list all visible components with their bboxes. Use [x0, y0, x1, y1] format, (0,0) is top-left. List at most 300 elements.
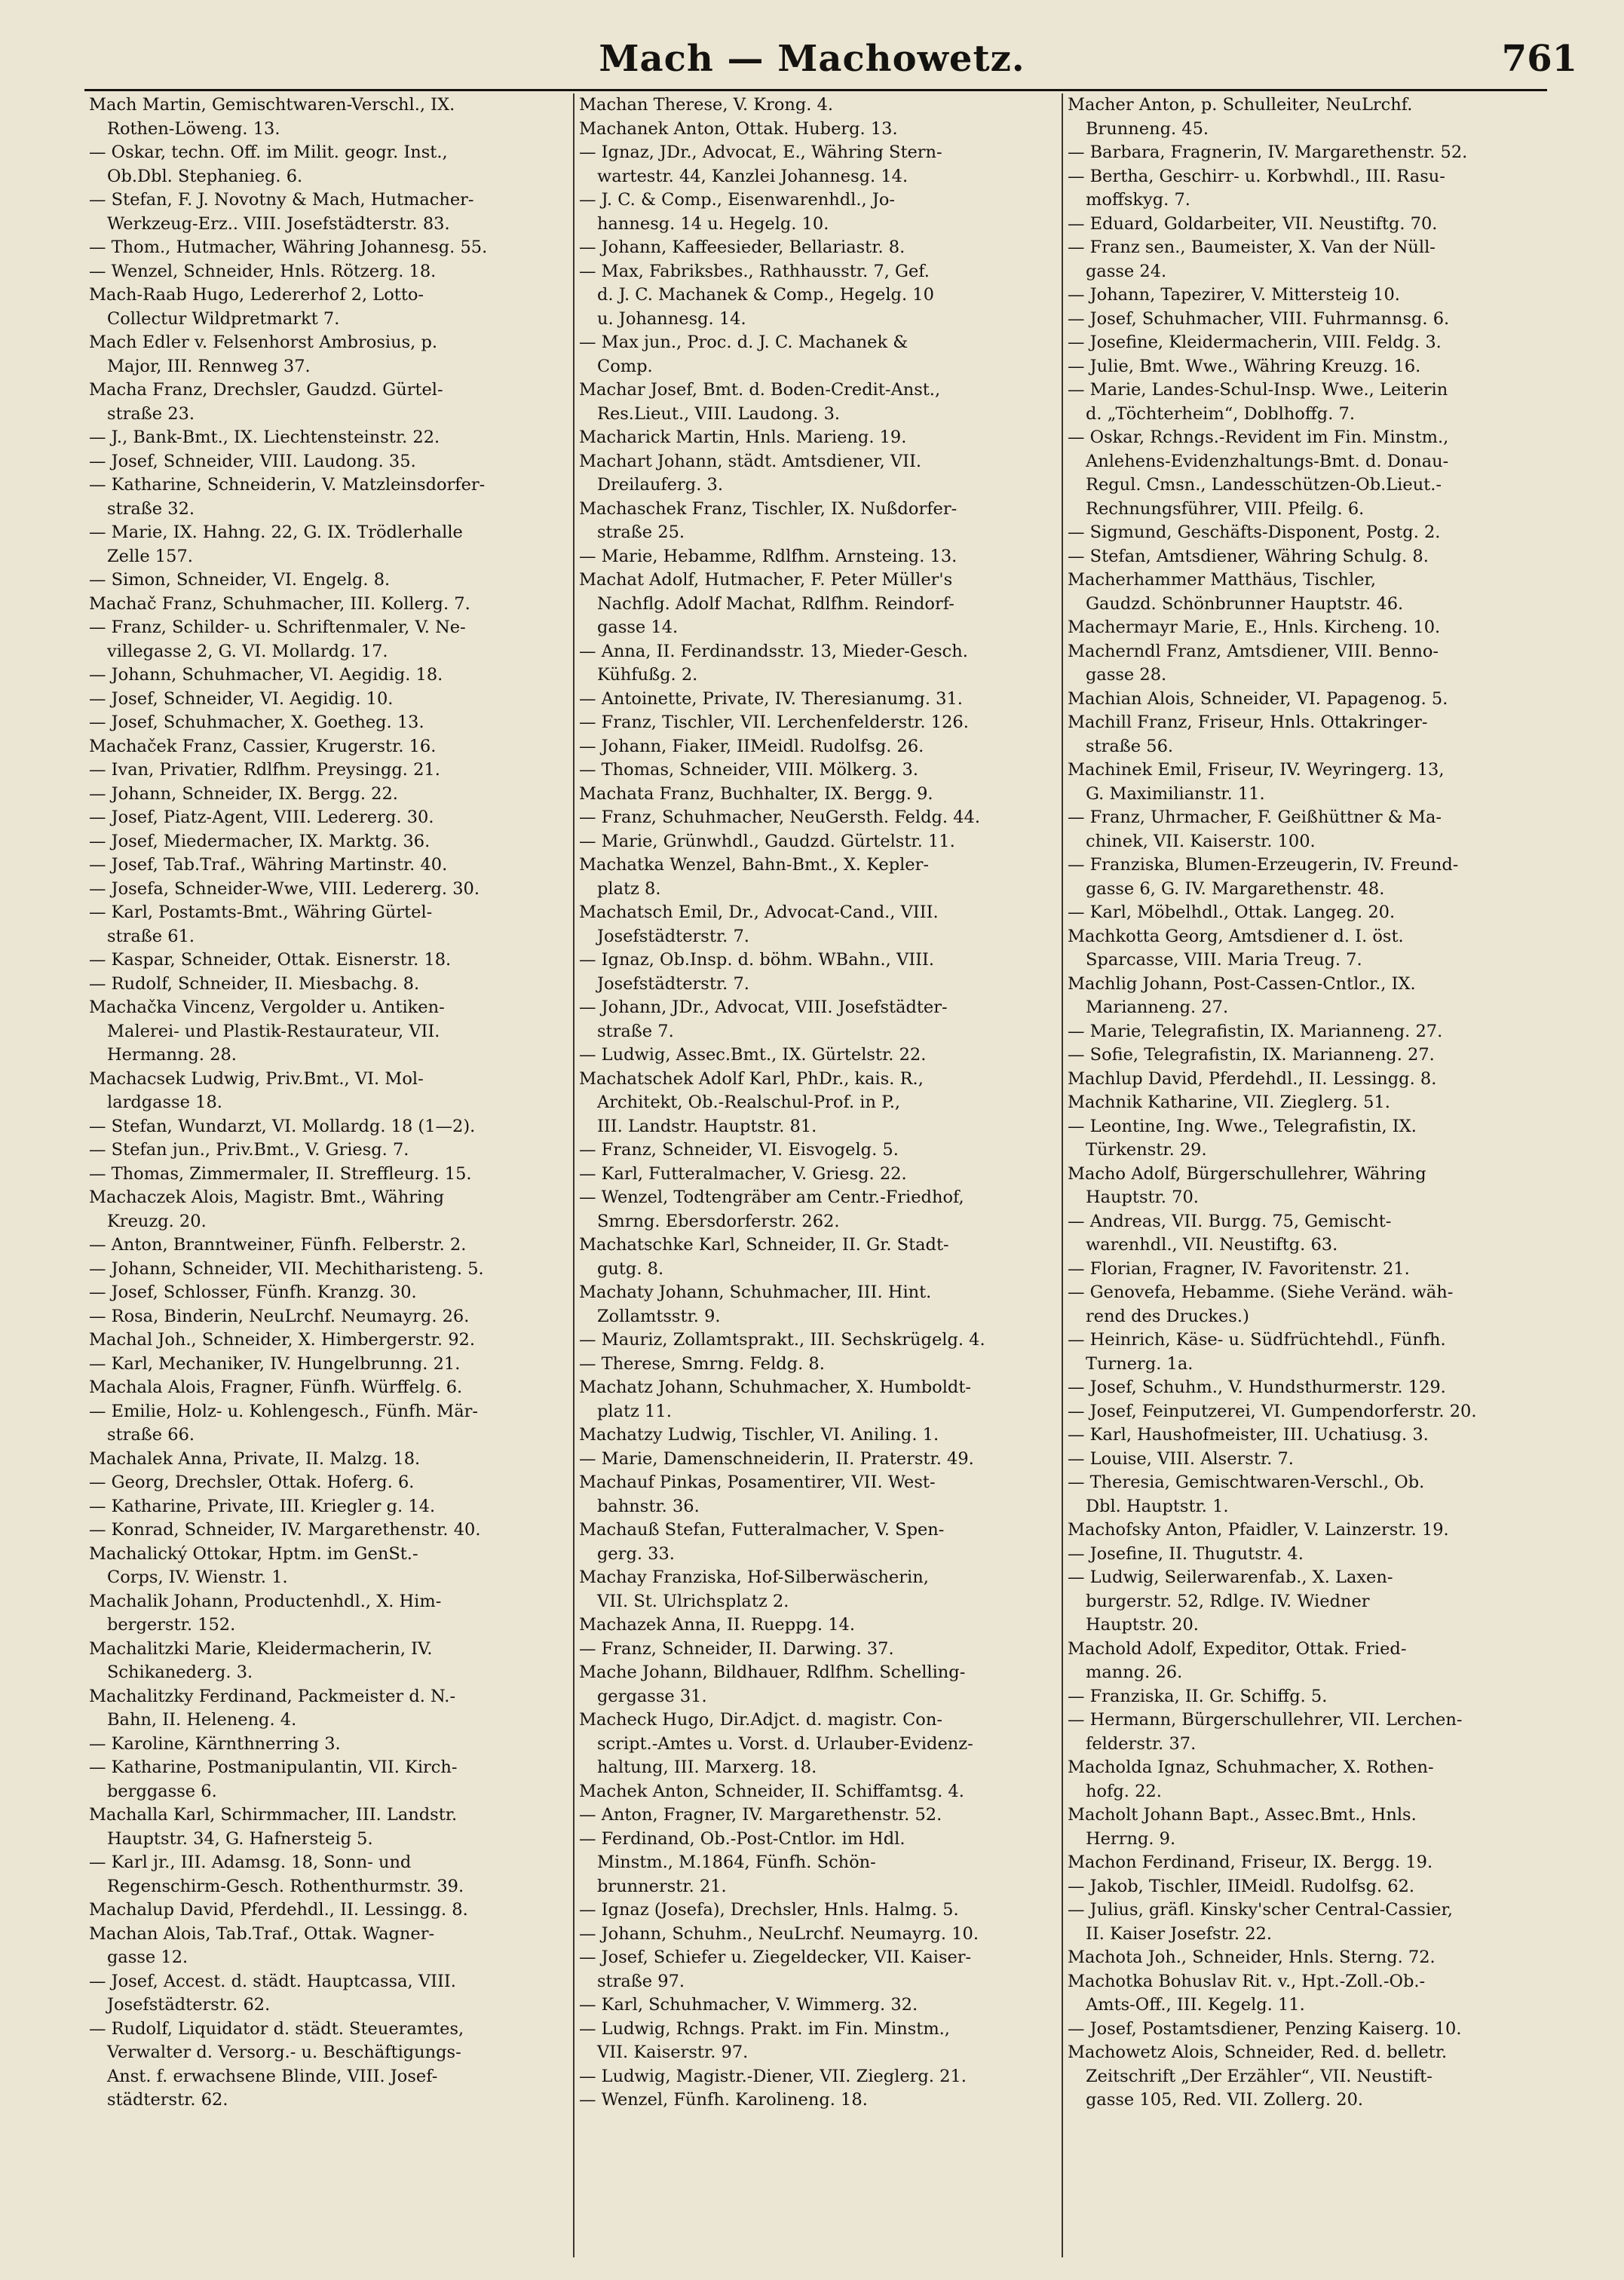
- directory-entry: [89, 1543, 571, 1590]
- entry-line: Macheck Hugo, Dir.Adjct. d. magistr. Con-: [579, 1710, 942, 1730]
- entry-continuation-line: Kreuzg. 20.: [107, 1211, 207, 1231]
- entry-line: — Marie, Grünwhdl., Gaudzd. Gürtelstr. 11.: [579, 831, 955, 851]
- directory-entry: [89, 1281, 571, 1305]
- directory-entry: [579, 1993, 1062, 2018]
- directory-entry: [579, 1613, 1062, 1638]
- directory-entry: [1068, 1875, 1550, 1899]
- entry-continuation-line: VII. St. Ulrichsplatz 2.: [597, 1591, 789, 1611]
- entry-line: Machat Adolf, Hutmacher, F. Peter Müller's: [579, 570, 953, 590]
- directory-entry: [89, 616, 571, 663]
- entry-line: — Johann, Schuhmacher, VI. Aegidig. 18.: [89, 665, 443, 685]
- entry-line: — Franz, Tischler, VII. Lerchenfelderstr. 126.: [579, 712, 969, 732]
- entry-continuation-line: Rechnungsführer, VIII. Pfeilg. 6.: [1086, 498, 1365, 519]
- entry-line: — Sigmund, Geschäfts-Disponent, Postg. 2.: [1068, 522, 1441, 542]
- directory-entry: [89, 1258, 571, 1282]
- entry-continuation-line: Anst. f. erwachsene Blinde, VIII. Josef-: [107, 2066, 438, 2086]
- entry-line: — Josef, Schneider, VI. Aegidig. 10.: [89, 688, 394, 709]
- header-rule: [84, 89, 1547, 91]
- entry-line: — Rudolf, Schneider, II. Miesbachg. 8.: [89, 973, 420, 994]
- entry-line: — Simon, Schneider, VI. Engelg. 8.: [89, 570, 391, 590]
- entry-line: Machatz Johann, Schuhmacher, X. Humboldt-: [579, 1378, 971, 1397]
- entry-line: — Genovefa, Hebamme. (Siehe Veränd. wäh-: [1068, 1282, 1454, 1302]
- directory-entry: [1068, 1210, 1550, 1258]
- entry-line: Machala Alois, Fragner, Fünfh. Würffelg. 6.: [89, 1378, 463, 1397]
- entry-line: — Marie, Telegrafistin, IX. Marianneng. 27.: [1068, 1021, 1443, 1041]
- entry-continuation-line: VII. Kaiserstr. 97.: [597, 2042, 749, 2062]
- directory-entry: [579, 1638, 1062, 1662]
- directory-entry: [1068, 1970, 1550, 2018]
- entry-line: Machkotta Georg, Amtsdiener d. I. öst.: [1068, 926, 1404, 946]
- entry-continuation-line: Minstm., M.1864, Fünfh. Schön-: [597, 1852, 876, 1872]
- entry-continuation-line: brunnerstr. 21.: [597, 1876, 727, 1896]
- entry-line: — Bertha, Geschirr- u. Korbwhdl., III. Rasu-: [1068, 166, 1445, 186]
- entry-line: Machold Adolf, Expeditor, Ottak. Fried-: [1068, 1638, 1407, 1659]
- entry-line: — Kaspar, Schneider, Ottak. Eisnerstr. 18.: [89, 950, 452, 970]
- entry-continuation-line: Josefstädterstr. 7.: [597, 973, 749, 994]
- directory-entry: [1068, 806, 1550, 853]
- directory-entry: [579, 688, 1062, 712]
- entry-line: — Max, Fabriksbes., Rathhausstr. 7, Gef.: [579, 261, 930, 281]
- entry-line: — Rosa, Binderin, NeuLrchf. Neumayrg. 26.: [89, 1306, 470, 1326]
- entry-continuation-line: Collectur Wildpretmarkt 7.: [107, 308, 340, 329]
- page-header: [0, 30, 1624, 98]
- page-number: 761: [1501, 38, 1577, 80]
- directory-entry: [1068, 1115, 1550, 1163]
- entry-continuation-line: bahnstr. 36.: [597, 1496, 700, 1516]
- directory-entry: [89, 1233, 571, 1258]
- directory-entry: [89, 521, 571, 568]
- entry-line: — Karl, Möbelhdl., Ottak. Langeg. 20.: [1068, 902, 1396, 922]
- entry-continuation-line: d. J. C. Machanek & Comp., Hegelg. 10: [597, 285, 934, 305]
- entry-line: — Therese, Smrng. Feldg. 8.: [579, 1353, 825, 1374]
- directory-entry: [579, 783, 1062, 807]
- entry-line: Machnik Katharine, VII. Zieglerg. 51.: [1068, 1092, 1390, 1112]
- entry-line: — Katharine, Schneiderin, V. Matzleinsdorfer-: [89, 475, 486, 495]
- directory-entry: [1068, 1281, 1550, 1328]
- entry-line: — Franziska, II. Gr. Schiffg. 5.: [1068, 1686, 1328, 1706]
- entry-continuation-line: Anlehens-Evidenzhaltungs-Bmt. d. Donau-: [1086, 451, 1449, 471]
- entry-line: Macherhammer Matthäus, Tischler,: [1068, 570, 1376, 590]
- entry-continuation-line: Architekt, Ob.-Realschul-Prof. in P.,: [597, 1092, 901, 1112]
- directory-entry: [89, 1376, 571, 1400]
- entry-continuation-line: gasse 6, G. IV. Margarethenstr. 48.: [1086, 878, 1385, 899]
- page-title: Mach — Machowetz.: [599, 38, 1025, 80]
- entry-line: Machazek Anna, II. Rueppg. 14.: [579, 1615, 855, 1635]
- entry-line: Macher Anton, p. Schulleiter, NeuLrchf.: [1068, 95, 1413, 115]
- entry-line: — Thomas, Schneider, VIII. Mölkerg. 3.: [579, 760, 918, 780]
- directory-entry: [1068, 925, 1550, 973]
- entry-line: — Anna, II. Ferdinandsstr. 13, Mieder-Gesch.: [579, 641, 968, 661]
- directory-entry: [1068, 758, 1550, 806]
- directory-entry: [89, 141, 571, 188]
- entry-continuation-line: Amts-Off., III. Kegelg. 11.: [1086, 1995, 1305, 2015]
- directory-entry: [89, 1138, 571, 1163]
- entry-line: — Josef, Schlosser, Fünfh. Kranzg. 30.: [89, 1282, 417, 1302]
- entry-continuation-line: gasse 12.: [107, 1948, 188, 1967]
- directory-entry: [89, 1328, 571, 1353]
- entry-line: — Franz sen., Baumeister, X. Van der Nüll-: [1068, 238, 1436, 257]
- directory-entry: [89, 426, 571, 450]
- directory-entry: [89, 2018, 571, 2113]
- directory-entry: [579, 640, 1062, 688]
- entry-continuation-line: u. Johannesg. 14.: [597, 308, 746, 329]
- entry-continuation-line: bergerstr. 152.: [107, 1615, 236, 1635]
- directory-entry: [1068, 1020, 1550, 1044]
- entry-line: — Josefine, Kleidermacherin, VIII. Feldg. 3.: [1068, 332, 1442, 352]
- directory-entry: [579, 188, 1062, 236]
- entry-line: — Max jun., Proc. d. J. C. Machanek &: [579, 332, 909, 352]
- entry-continuation-line: III. Landstr. Hauptstr. 81.: [597, 1116, 817, 1136]
- directory-entry: [579, 450, 1062, 498]
- directory-entry: [89, 1400, 571, 1448]
- entry-continuation-line: wartestr. 44, Kanzlei Johannesg. 14.: [597, 166, 909, 186]
- directory-entry: [579, 1448, 1062, 1472]
- directory-entry: [1068, 1328, 1550, 1376]
- entry-line: Machotka Bohuslav Rit. v., Hpt.-Zoll.-Ob.-: [1068, 1971, 1426, 1991]
- entry-line: Machowetz Alois, Schneider, Red. d. belletr.: [1068, 2042, 1448, 2062]
- entry-line: Machart Johann, städt. Amtsdiener, VII.: [579, 451, 922, 471]
- directory-entry: [1068, 901, 1550, 925]
- directory-entry: [1068, 711, 1550, 758]
- entry-line: Machota Joh., Schneider, Hnls. Sterng. 72.: [1068, 1948, 1436, 1967]
- column-3: [1068, 93, 1550, 2257]
- entry-line: Machalla Karl, Schirmmacher, III. Landstr.: [89, 1805, 458, 1825]
- entry-continuation-line: straße 7.: [597, 1021, 674, 1041]
- entry-line: Machan Therese, V. Krong. 4.: [579, 95, 834, 115]
- directory-entry: [89, 1186, 571, 1233]
- directory-entry: [89, 1638, 571, 1685]
- directory-entry: [89, 688, 571, 712]
- entry-continuation-line: haltung, III. Marxerg. 18.: [597, 1758, 817, 1777]
- entry-line: Machill Franz, Friseur, Hnls. Ottakringer-: [1068, 712, 1428, 732]
- directory-entry: [89, 1851, 571, 1898]
- directory-entry: [89, 93, 571, 141]
- entry-continuation-line: straße 25.: [597, 522, 685, 542]
- directory-entry: [579, 830, 1062, 854]
- entry-continuation-line: warenhdl., VII. Neustiftg. 63.: [1086, 1235, 1338, 1255]
- directory-entry: [89, 1923, 571, 1970]
- directory-entry: [579, 141, 1062, 188]
- entry-line: — Franziska, Blumen-Erzeugerin, IV. Freund-: [1068, 855, 1459, 875]
- entry-continuation-line: Malerei- und Plastik-Restaurateur, VII.: [107, 1021, 440, 1041]
- entry-continuation-line: Josefstädterstr. 62.: [107, 1995, 271, 2015]
- directory-entry: [579, 1898, 1062, 1923]
- directory-entry: [579, 901, 1062, 948]
- entry-line: — Wenzel, Fünfh. Karolineng. 18.: [579, 2090, 868, 2110]
- directory-entry: [1068, 973, 1550, 1020]
- entry-line: — Heinrich, Käse- u. Südfrüchtehdl., Fünfh.: [1068, 1330, 1446, 1350]
- entry-continuation-line: Sparcasse, VIII. Maria Treug. 7.: [1086, 950, 1362, 970]
- directory-entry: [579, 948, 1062, 996]
- directory-entry: [579, 1946, 1062, 1993]
- directory-entry: [579, 806, 1062, 830]
- directory-entry: [89, 758, 571, 783]
- entry-line: — Ludwig, Rchngs. Prakt. im Fin. Minstm.,: [579, 2018, 950, 2039]
- entry-line: — Josef, Feinputzerei, VI. Gumpendorferstr. 20.: [1068, 1401, 1477, 1421]
- entry-line: — Marie, IX. Hahng. 22, G. IX. Trödlerhalle: [89, 522, 463, 542]
- directory-entry: [1068, 1043, 1550, 1068]
- entry-continuation-line: Gaudzd. Schönbrunner Hauptstr. 46.: [1086, 593, 1404, 614]
- entry-line: Machatsch Emil, Dr., Advocat-Cand., VIII.: [579, 902, 939, 922]
- entry-line: Machatka Wenzel, Bahn-Bmt., X. Kepler-: [579, 855, 929, 875]
- column-divider: [1062, 93, 1063, 2257]
- entry-line: — Johann, JDr., Advocat, VIII. Josefstädter-: [579, 998, 948, 1017]
- directory-entry: [579, 1376, 1062, 1423]
- entry-line: Machan Alois, Tab.Traf., Ottak. Wagner-: [89, 1923, 435, 1944]
- entry-continuation-line: lardgasse 18.: [107, 1092, 222, 1112]
- entry-continuation-line: G. Maximilianstr. 11.: [1086, 783, 1265, 804]
- entry-line: — Emilie, Holz- u. Kohlengesch., Fünfh. Mär-: [89, 1401, 478, 1421]
- entry-line: Machanek Anton, Ottak. Huberg. 13.: [579, 118, 898, 139]
- directory-entry: [579, 1281, 1062, 1328]
- directory-entry: [579, 545, 1062, 569]
- column-1: [89, 93, 571, 2257]
- entry-line: Machalitzki Marie, Kleidermacherin, IV.: [89, 1638, 433, 1659]
- directory-entry: [1068, 426, 1550, 521]
- entry-line: — Marie, Hebamme, Rdlfhm. Arnsteing. 13.: [579, 546, 958, 566]
- entry-line: — Wenzel, Todtengräber am Centr.-Friedhof,: [579, 1188, 964, 1207]
- directory-entry: [89, 853, 571, 878]
- directory-entry: [89, 1518, 571, 1543]
- entry-line: — Mauriz, Zollamtsprakt., III. Sechskrügelg. 4.: [579, 1330, 985, 1350]
- entry-continuation-line: gutg. 8.: [597, 1258, 664, 1279]
- entry-line: — Hermann, Bürgerschullehrer, VII. Lerchen-: [1068, 1710, 1463, 1730]
- entry-line: — Sofie, Telegrafistin, IX. Marianneng. 27.: [1068, 1045, 1435, 1065]
- entry-line: — Franz, Schneider, VI. Eisvogelg. 5.: [579, 1140, 899, 1160]
- directory-entry: [579, 758, 1062, 783]
- entry-line: Machaček Franz, Cassier, Krugerstr. 16.: [89, 736, 437, 756]
- directory-entry: [1068, 1448, 1550, 1472]
- entry-continuation-line: Dbl. Hauptstr. 1.: [1086, 1496, 1229, 1516]
- entry-continuation-line: straße 61.: [107, 926, 195, 946]
- directory-entry: [1068, 236, 1550, 283]
- entry-continuation-line: Regenschirm-Gesch. Rothenthurmstr. 39.: [107, 1876, 464, 1896]
- entry-line: — Johann, Kaffeesieder, Bellariastr. 8.: [579, 238, 905, 257]
- entry-continuation-line: Hauptstr. 20.: [1086, 1615, 1199, 1635]
- entry-line: Mach-Raab Hugo, Ledererhof 2, Lotto-: [89, 285, 424, 305]
- entry-line: — Antoinette, Private, IV. Theresianumg. 31.: [579, 688, 963, 709]
- directory-entry: [89, 1685, 571, 1733]
- directory-entry: [1068, 2041, 1550, 2113]
- entry-line: — Eduard, Goldarbeiter, VII. Neustiftg. 70.: [1068, 213, 1438, 234]
- entry-line: — Anton, Fragner, IV. Margarethenstr. 52.: [579, 1805, 942, 1825]
- directory-entry: [579, 93, 1062, 118]
- directory-entry: [1068, 1163, 1550, 1210]
- entry-line: — Karl, Futteralmacher, V. Griesg. 22.: [579, 1163, 907, 1184]
- entry-line: — Karl, Schuhmacher, V. Wimmerg. 32.: [579, 1995, 918, 2015]
- entry-continuation-line: Regul. Cmsn., Landesschützen-Ob.Lieut.-: [1086, 475, 1442, 495]
- entry-line: Macho Adolf, Bürgerschullehrer, Währing: [1068, 1163, 1426, 1184]
- directory-entry: [89, 1756, 571, 1803]
- directory-entry: [1068, 1803, 1550, 1851]
- entry-line: — Ignaz, Ob.Insp. d. böhm. WBahn., VIII.: [579, 950, 935, 970]
- entry-line: Machač Franz, Schuhmacher, III. Kollerg. 7.: [89, 593, 470, 614]
- directory-entry: [89, 1068, 571, 1115]
- entry-line: — Wenzel, Schneider, Hnls. Rötzerg. 18.: [89, 261, 437, 281]
- directory-entry: [89, 948, 571, 973]
- entry-continuation-line: platz 11.: [597, 1401, 672, 1421]
- entry-line: — Andreas, VII. Burgg. 75, Gemischt-: [1068, 1211, 1392, 1231]
- directory-entry: [1068, 1518, 1550, 1543]
- directory-entry: [1068, 616, 1550, 640]
- entry-line: — Leontine, Ing. Wwe., Telegrafistin, IX.: [1068, 1116, 1417, 1136]
- directory-entry: [89, 996, 571, 1068]
- entry-line: — Jakob, Tischler, IIMeidl. Rudolfsg. 62.: [1068, 1876, 1415, 1896]
- directory-entry: [89, 1448, 571, 1472]
- entry-line: Machalik Johann, Productenhdl., X. Him-: [89, 1591, 442, 1611]
- entry-continuation-line: Zeitschrift „Der Erzähler“, VII. Neustift-: [1086, 2066, 1432, 2086]
- entry-line: — Ignaz (Josefa), Drechsler, Hnls. Halmg. 5.: [579, 1900, 959, 1920]
- entry-line: — Ludwig, Seilerwarenfab., X. Laxen-: [1068, 1568, 1393, 1587]
- directory-entry: [579, 1708, 1062, 1780]
- entry-line: — Franz, Schilder- u. Schriftenmaler, V. Ne-: [89, 618, 466, 637]
- entry-line: Machauf Pinkas, Posamentirer, VII. West-: [579, 1472, 936, 1492]
- directory-entry: [579, 2018, 1062, 2065]
- entry-continuation-line: Comp.: [597, 356, 653, 376]
- directory-entry: [89, 1495, 571, 1519]
- entry-line: Machalup David, Pferdehdl., II. Lessingg. 8.: [89, 1900, 468, 1920]
- directory-entry: [1068, 1423, 1550, 1448]
- entry-line: — Marie, Damenschneiderin, II. Praterstr. 49.: [579, 1448, 974, 1469]
- entry-continuation-line: städterstr. 62.: [107, 2090, 228, 2110]
- directory-entry: [579, 331, 1062, 378]
- directory-entry: [579, 2065, 1062, 2089]
- entry-line: Machian Alois, Schneider, VI. Papagenog. 5.: [1068, 688, 1448, 709]
- entry-line: — Franz, Schuhmacher, NeuGersth. Feldg. 44.: [579, 808, 981, 827]
- directory-entry: [89, 283, 571, 331]
- directory-entry: [1068, 688, 1550, 712]
- entry-line: — Barbara, Fragnerin, IV. Margarethenstr. 52.: [1068, 142, 1468, 162]
- entry-line: Machal Joh., Schneider, X. Himbergerstr. 92.: [89, 1330, 476, 1350]
- entry-line: Machay Franziska, Hof-Silberwäscherin,: [579, 1568, 929, 1587]
- directory-entry: [579, 568, 1062, 640]
- directory-entry: [89, 236, 571, 260]
- entry-continuation-line: Hauptstr. 34, G. Hafnersteig 5.: [107, 1828, 373, 1849]
- entry-line: — Thom., Hutmacher, Währing Johannesg. 55.: [89, 238, 488, 257]
- entry-line: Machaczek Alois, Magistr. Bmt., Währing: [89, 1188, 445, 1207]
- directory-entry: [1068, 1946, 1550, 1970]
- directory-entry: [89, 1970, 571, 2018]
- directory-entry: [89, 1305, 571, 1329]
- entry-line: — Josef, Tab.Traf., Währing Martinstr. 40.: [89, 855, 448, 875]
- directory-entry: [1068, 283, 1550, 308]
- directory-entry: [579, 996, 1062, 1043]
- entry-line: — Franz, Uhrmacher, F. Geißhüttner & Ma-: [1068, 808, 1442, 827]
- entry-line: — Theresia, Gemischtwaren-Verschl., Ob.: [1068, 1472, 1425, 1492]
- entry-line: Mach Edler v. Felsenhorst Ambrosius, p.: [89, 332, 437, 352]
- entry-continuation-line: straße 97.: [597, 1971, 685, 1991]
- entry-line: — Johann, Fiaker, IIMeidl. Rudolfsg. 26.: [579, 736, 924, 756]
- entry-line: — Katharine, Postmanipulantin, VII. Kirch-: [89, 1758, 458, 1777]
- entry-line: — Julie, Bmt. Wwe., Währing Kreuzg. 16.: [1068, 356, 1421, 376]
- entry-line: — Ludwig, Magistr.-Diener, VII. Zieglerg. 21.: [579, 2066, 967, 2086]
- entry-line: — Oskar, techn. Off. im Milit. geogr. Inst.,: [89, 142, 448, 162]
- entry-continuation-line: Türkenstr. 29.: [1086, 1140, 1207, 1160]
- entry-line: Machacsek Ludwig, Priv.Bmt., VI. Mol-: [89, 1068, 424, 1089]
- entry-continuation-line: gasse 28.: [1086, 665, 1167, 685]
- directory-entry: [89, 593, 571, 617]
- entry-continuation-line: Corps, IV. Wienstr. 1.: [107, 1568, 288, 1587]
- entry-continuation-line: Werkzeug-Erz.. VIII. Josefstädterstr. 83.: [107, 213, 450, 234]
- entry-line: Machauß Stefan, Futteralmacher, V. Spen-: [579, 1520, 945, 1540]
- column-divider: [573, 93, 575, 2257]
- directory-entry: [1068, 1898, 1550, 1946]
- directory-entry: [579, 853, 1062, 901]
- entry-continuation-line: chinek, VII. Kaiserstr. 100.: [1086, 831, 1316, 851]
- directory-entry: [1068, 1376, 1550, 1400]
- entry-continuation-line: Hauptstr. 70.: [1086, 1188, 1199, 1207]
- entry-line: — Oskar, Rchngs.-Revident im Fin. Minstm.,: [1068, 428, 1449, 447]
- directory-entry: [1068, 141, 1550, 165]
- entry-line: Mach Martin, Gemischtwaren-Verschl., IX.: [89, 95, 455, 115]
- entry-line: — Rudolf, Liquidator d. städt. Steueramtes,: [89, 2018, 464, 2039]
- entry-line: Machaty Johann, Schuhmacher, III. Hint.: [579, 1282, 932, 1302]
- entry-line: Machaschek Franz, Tischler, IX. Nußdorfer-: [579, 498, 958, 519]
- entry-continuation-line: straße 23.: [107, 403, 195, 424]
- directory-entry: [1068, 1471, 1550, 1518]
- entry-line: Machar Josef, Bmt. d. Boden-Credit-Anst.,: [579, 380, 941, 400]
- entry-line: Machata Franz, Buchhalter, IX. Bergg. 9.: [579, 783, 933, 804]
- entry-line: Machalický Ottokar, Hptm. im GenSt.-: [89, 1543, 418, 1564]
- entry-line: — Josef, Postamtsdiener, Penzing Kaiserg. 10.: [1068, 2018, 1462, 2039]
- entry-line: — Ludwig, Assec.Bmt., IX. Gürtelstr. 22.: [579, 1045, 927, 1065]
- entry-line: — Josef, Schuhmacher, VIII. Fuhrmannsg. 6.: [1068, 308, 1450, 329]
- entry-line: — Louise, VIII. Alserstr. 7.: [1068, 1448, 1294, 1469]
- entry-line: Machalek Anna, Private, II. Malzg. 18.: [89, 1448, 421, 1469]
- entry-continuation-line: Zollamtsstr. 9.: [597, 1306, 721, 1326]
- directory-entry: [1068, 308, 1550, 332]
- directory-entry: [579, 236, 1062, 260]
- entry-continuation-line: Turnerg. 1a.: [1086, 1353, 1193, 1374]
- directory-entry: [89, 901, 571, 948]
- entry-continuation-line: straße 66.: [107, 1425, 195, 1445]
- entry-line: — Josef, Miedermacher, IX. Marktg. 36.: [89, 831, 431, 851]
- entry-line: Macholt Johann Bapt., Assec.Bmt., Hnls.: [1068, 1805, 1417, 1825]
- entry-continuation-line: gasse 14.: [597, 618, 679, 637]
- directory-entry: [579, 426, 1062, 450]
- entry-continuation-line: Kühfußg. 2.: [597, 665, 698, 685]
- entry-continuation-line: berggasse 6.: [107, 1781, 217, 1801]
- directory-entry: [89, 806, 571, 830]
- directory-entry: [579, 118, 1062, 142]
- directory-entry: [89, 450, 571, 474]
- entry-line: Machinek Emil, Friseur, IV. Weyringerg. 13,: [1068, 760, 1445, 780]
- directory-entry: [579, 1828, 1062, 1899]
- directory-entry: [1068, 355, 1550, 379]
- directory-entry: [1068, 165, 1550, 213]
- entry-continuation-line: straße 32.: [107, 498, 195, 519]
- entry-line: — Stefan jun., Priv.Bmt., V. Griesg. 7.: [89, 1140, 409, 1160]
- directory-entry: [1068, 1638, 1550, 1685]
- directory-entry: [579, 1233, 1062, 1281]
- directory-entry: [89, 568, 571, 593]
- entry-continuation-line: moffskyg. 7.: [1086, 190, 1190, 210]
- directory-entry: [1068, 545, 1550, 569]
- entry-line: — Ignaz, JDr., Advocat, E., Währing Stern-: [579, 142, 942, 162]
- entry-line: Machatschek Adolf Karl, PhDr., kais. R.,: [579, 1068, 924, 1089]
- entry-line: Macholda Ignaz, Schuhmacher, X. Rothen-: [1068, 1758, 1434, 1777]
- directory-entry: [579, 1518, 1062, 1566]
- entry-continuation-line: Dreilauferg. 3.: [597, 475, 723, 495]
- entry-line: Machlig Johann, Post-Cassen-Cntlor., IX.: [1068, 973, 1416, 994]
- entry-continuation-line: straße 56.: [1086, 736, 1174, 756]
- entry-line: — Josef, Schuhm., V. Hundsthurmerstr. 129.: [1068, 1378, 1446, 1397]
- entry-continuation-line: Res.Lieut., VIII. Laudong. 3.: [597, 403, 841, 424]
- entry-line: Machalitzky Ferdinand, Packmeister d. N.-: [89, 1686, 456, 1706]
- directory-entry: [89, 378, 571, 426]
- entry-line: — Anton, Branntweiner, Fünfh. Felberstr. 2.: [89, 1235, 467, 1255]
- directory-entry: [1068, 1756, 1550, 1803]
